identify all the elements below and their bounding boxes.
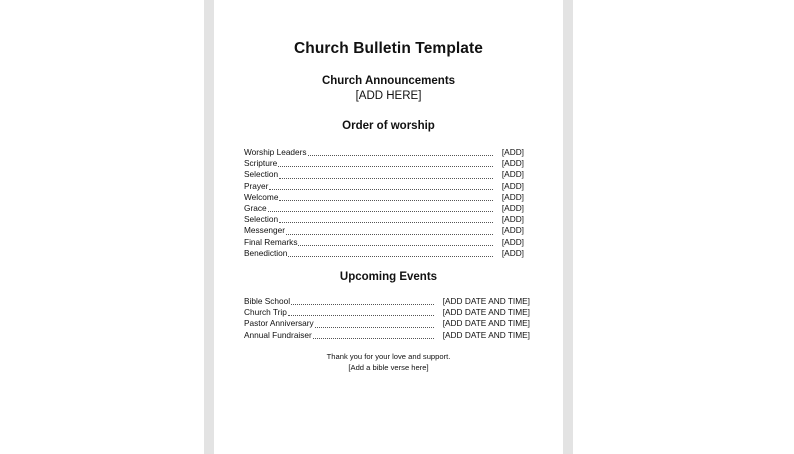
worship-item-label: Selection	[244, 214, 279, 225]
worship-item-label: Messenger	[244, 225, 286, 236]
footer-verse: [Add a bible verse here]	[348, 363, 429, 372]
worship-item-label: Benediction	[244, 247, 288, 258]
dot-leader	[308, 155, 493, 156]
worship-item-value: [ADD]	[501, 214, 524, 225]
dot-leader	[279, 178, 493, 179]
worship-item-value: [ADD]	[501, 202, 524, 213]
event-item	[244, 307, 530, 318]
dot-leader	[279, 222, 493, 223]
dot-leader	[279, 200, 492, 201]
document-title: Church Bulletin Template	[294, 40, 483, 57]
worship-item-value: [ADD]	[501, 236, 524, 247]
worship-item-label: Welcome	[244, 191, 279, 202]
dot-leader	[278, 166, 493, 167]
order-of-worship-list	[244, 147, 524, 259]
event-item-value: [ADD DATE AND TIME]	[442, 318, 530, 329]
event-item-value: [ADD DATE AND TIME]	[442, 329, 530, 340]
event-item	[244, 318, 530, 329]
worship-item-value: [ADD]	[501, 169, 524, 180]
worship-item-value: [ADD]	[501, 180, 524, 191]
right-page-gutter	[563, 0, 573, 454]
worship-item-value: [ADD]	[501, 158, 524, 169]
announcements-heading: Church Announcements	[321, 75, 456, 87]
worship-item-value: [ADD]	[501, 247, 524, 258]
worship-item-label: Selection	[244, 169, 279, 180]
worship-item	[244, 225, 524, 236]
worship-item	[244, 214, 524, 225]
event-item	[244, 330, 530, 341]
worship-item-value: [ADD]	[501, 147, 524, 157]
upcoming-events-heading: Upcoming Events	[339, 271, 438, 283]
upcoming-events-list	[244, 296, 530, 341]
event-item-label: Church Trip	[244, 307, 287, 318]
worship-item	[244, 158, 524, 169]
worship-item	[244, 192, 524, 203]
worship-item	[244, 237, 524, 248]
worship-item	[244, 248, 524, 259]
event-item-value: [ADD DATE AND TIME]	[442, 307, 530, 318]
left-page-gutter	[204, 0, 214, 454]
dot-leader	[288, 256, 492, 257]
dot-leader	[288, 315, 434, 316]
dot-leader	[269, 189, 492, 190]
worship-item	[244, 147, 524, 158]
event-item-value: [ADD DATE AND TIME]	[442, 296, 530, 306]
dot-leader	[313, 338, 434, 339]
worship-item-label: Scripture	[244, 158, 278, 169]
event-item-label: Bible School	[244, 296, 291, 306]
worship-item-label: Final Remarks	[244, 236, 298, 247]
worship-item-value: [ADD]	[501, 225, 524, 236]
worship-item-label: Prayer	[244, 180, 269, 191]
worship-item	[244, 169, 524, 180]
document-page[interactable]	[214, 0, 563, 454]
worship-item	[244, 181, 524, 192]
event-item	[244, 296, 530, 307]
worship-item	[244, 203, 524, 214]
dot-leader	[315, 327, 434, 328]
worship-item-label: Worship Leaders	[244, 147, 307, 157]
worship-item-value: [ADD]	[501, 191, 524, 202]
dot-leader	[286, 234, 493, 235]
dot-leader	[268, 211, 493, 212]
dot-leader	[291, 304, 434, 305]
dot-leader	[298, 245, 492, 246]
footer-thanks: Thank you for your love and support.	[326, 352, 451, 361]
event-item-label: Annual Fundraiser	[244, 329, 312, 340]
order-of-worship-heading: Order of worship	[342, 120, 435, 132]
announcements-placeholder: [ADD HERE]	[355, 90, 422, 102]
event-item-label: Pastor Anniversary	[244, 318, 314, 329]
worship-item-label: Grace	[244, 202, 267, 213]
